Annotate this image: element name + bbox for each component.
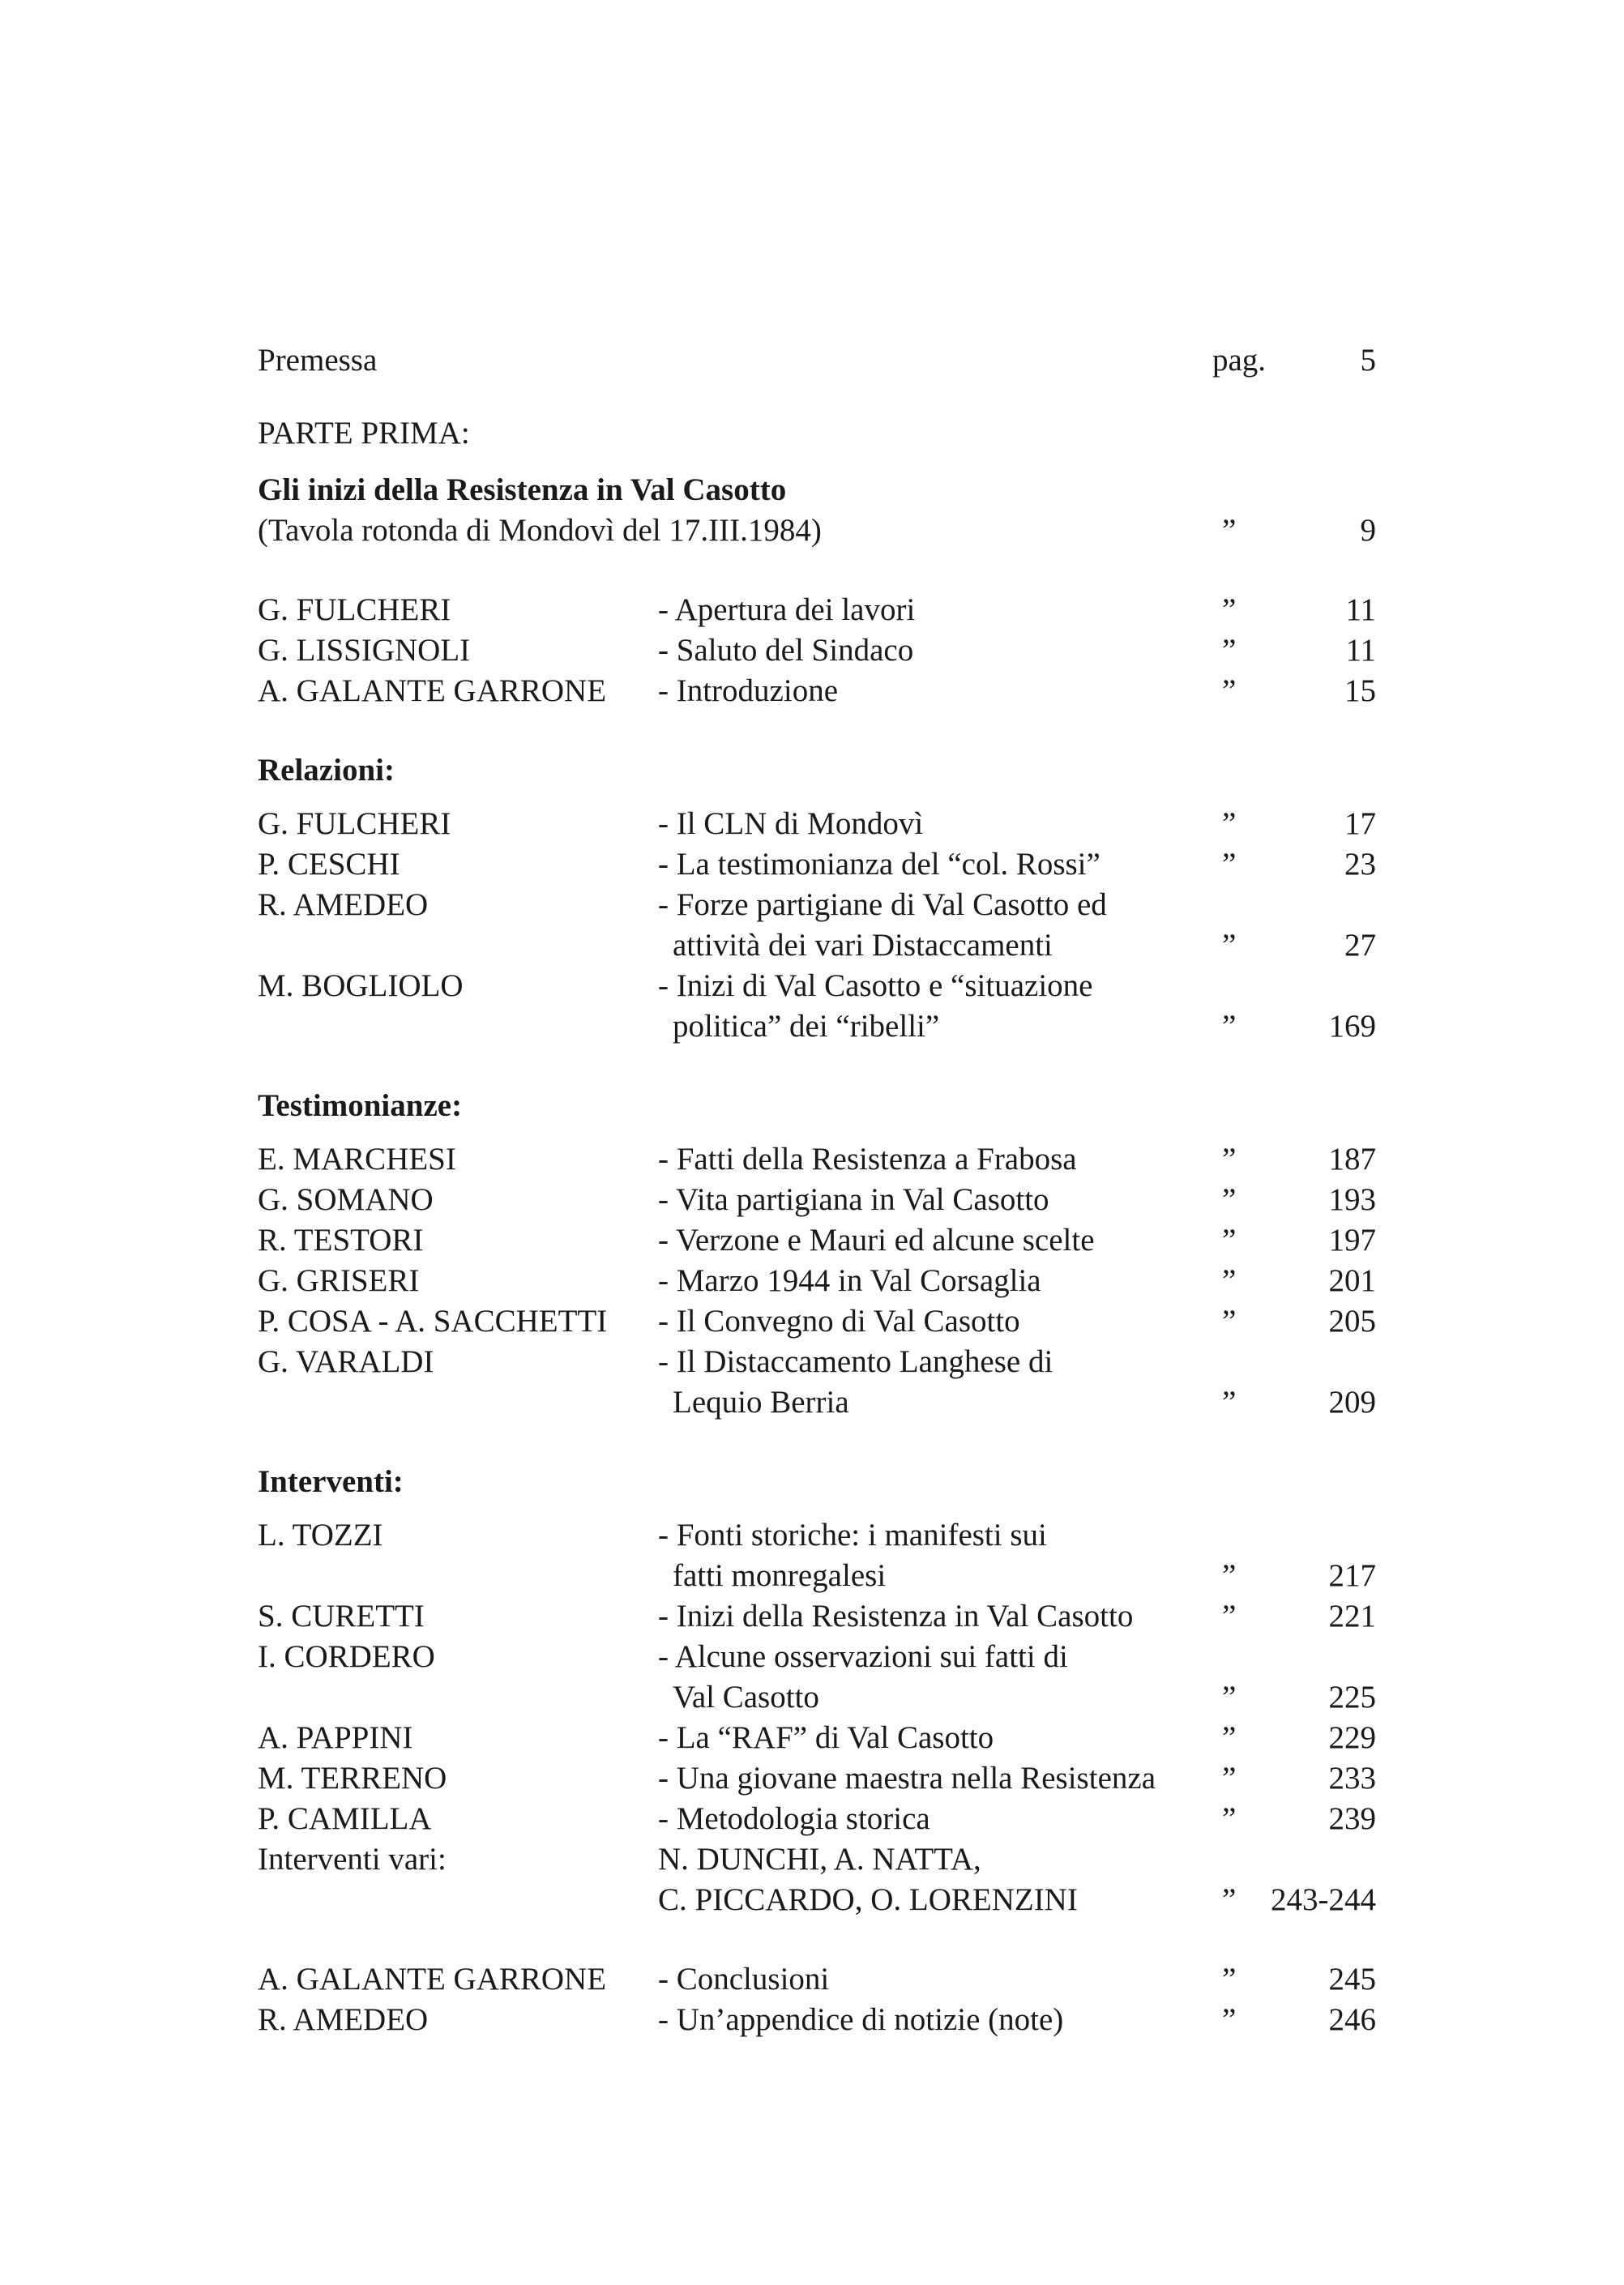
entry-page: 15 (1344, 673, 1376, 708)
parte-heading-text: PARTE PRIMA: (258, 416, 470, 451)
entry-line (258, 1301, 1376, 1342)
entry-author: L. TOZZI (258, 1518, 383, 1553)
entry-line (258, 1556, 1376, 1596)
toc-entry (258, 1637, 1376, 1718)
entry-line (258, 1718, 1376, 1758)
entry-title: - Il Distaccamento Langhese di (658, 1344, 1053, 1379)
entry-page: 11 (1345, 592, 1376, 627)
ditto-mark: ” (1222, 1962, 1237, 1997)
parte-page: 9 (1360, 513, 1376, 548)
relazioni-section (258, 804, 1376, 1047)
entry-author: G. FULCHERI (258, 806, 451, 841)
parte-heading (258, 413, 1376, 454)
entry-title: - Metodologia storica (658, 1801, 930, 1836)
ditto-mark: ” (1222, 1720, 1237, 1755)
entry-line (258, 1139, 1376, 1180)
entry-title: - Una giovane maestra nella Resistenza (658, 1761, 1156, 1796)
entry-page: 217 (1328, 1558, 1376, 1593)
ditto-mark: ” (1222, 1182, 1237, 1217)
toc-entry (258, 1301, 1376, 1342)
entry-line (258, 1839, 1376, 1880)
entry-title: N. DUNCHI, A. NATTA, (658, 1842, 981, 1877)
ditto-mark: ” (1222, 806, 1237, 841)
entry-line (258, 1596, 1376, 1637)
toc-entry (258, 630, 1376, 671)
entry-title: - Il Convegno di Val Casotto (658, 1304, 1020, 1339)
toc-entry (258, 1515, 1376, 1596)
entry-author: R. TESTORI (258, 1223, 424, 1258)
ditto-mark: ” (1222, 633, 1237, 668)
ditto-mark: ” (1222, 513, 1237, 548)
entry-title: - Conclusioni (658, 1962, 830, 1997)
table-of-contents (258, 340, 1376, 2040)
premessa-label: Premessa (258, 343, 378, 378)
entry-line (258, 1006, 1376, 1047)
parte-title-text: Gli inizi della Resistenza in Val Casotto (258, 472, 787, 507)
entry-author: P. CAMILLA (258, 1801, 432, 1836)
entry-page: 169 (1328, 1009, 1376, 1044)
testimonianze-heading (258, 1086, 1376, 1126)
entry-page: 11 (1345, 633, 1376, 668)
entry-line (258, 1180, 1376, 1220)
entry-title: Lequio Berria (673, 1385, 849, 1420)
toc-entry (258, 2000, 1376, 2040)
toc-entry (258, 1596, 1376, 1637)
toc-entry (258, 1261, 1376, 1301)
ditto-mark: ” (1222, 1680, 1237, 1715)
entry-author: R. AMEDEO (258, 887, 429, 922)
entry-line (258, 1677, 1376, 1718)
entry-author: A. GALANTE GARRONE (258, 1962, 607, 1997)
toc-entry (258, 671, 1376, 711)
entry-page: 221 (1328, 1599, 1376, 1634)
pag-label: pag. (1212, 343, 1267, 378)
entry-author: M. TERRENO (258, 1761, 447, 1796)
toc-entry (258, 1959, 1376, 2000)
entry-title: - Forze partigiane di Val Casotto ed (658, 887, 1107, 922)
entry-title: Val Casotto (673, 1680, 819, 1715)
ditto-mark: ” (1222, 1009, 1237, 1044)
entry-author: S. CURETTI (258, 1599, 425, 1634)
entry-author: Interventi vari: (258, 1842, 447, 1877)
entry-author: M. BOGLIOLO (258, 968, 464, 1003)
entry-title: politica” dei “ribelli” (673, 1009, 940, 1044)
entry-page: 229 (1328, 1720, 1376, 1755)
entry-title: - Vita partigiana in Val Casotto (658, 1182, 1049, 1217)
toc-entry (258, 590, 1376, 630)
entry-line (258, 1342, 1376, 1382)
entry-line (258, 885, 1376, 925)
entry-page: 225 (1328, 1680, 1376, 1715)
toc-entry (258, 1342, 1376, 1423)
toc-entry (258, 1220, 1376, 1261)
ditto-mark: ” (1222, 1599, 1237, 1634)
entry-page: 17 (1344, 806, 1376, 841)
entry-author: A. PAPPINI (258, 1720, 413, 1755)
entry-author: I. CORDERO (258, 1639, 435, 1674)
premessa-page: 5 (1360, 343, 1376, 378)
entry-title: - Introduzione (658, 673, 839, 708)
entry-page: 27 (1344, 928, 1376, 963)
entry-title: - Saluto del Sindaco (658, 633, 914, 668)
entry-line (258, 966, 1376, 1006)
entry-line (258, 1261, 1376, 1301)
ditto-mark: ” (1222, 1223, 1237, 1258)
ditto-mark: ” (1222, 592, 1237, 627)
entry-author: A. GALANTE GARRONE (258, 673, 607, 708)
entry-page: 23 (1344, 847, 1376, 882)
parte-subtitle-row (258, 510, 1376, 551)
entry-page: 201 (1328, 1263, 1376, 1298)
entry-page: 187 (1328, 1142, 1376, 1177)
opening-section (258, 590, 1376, 711)
interventi-heading-text: Interventi: (258, 1464, 404, 1499)
entry-title: - Marzo 1944 in Val Corsaglia (658, 1263, 1041, 1298)
ditto-mark: ” (1222, 673, 1237, 708)
toc-entry (258, 804, 1376, 844)
interventi-heading (258, 1462, 1376, 1502)
entry-title: - Fonti storiche: i manifesti sui (658, 1518, 1047, 1553)
ditto-mark: ” (1222, 1263, 1237, 1298)
entry-title: - La “RAF” di Val Casotto (658, 1720, 994, 1755)
testimonianze-section (258, 1139, 1376, 1423)
entry-line (258, 925, 1376, 966)
ditto-mark: ” (1222, 1882, 1237, 1917)
entry-page: 205 (1328, 1304, 1376, 1339)
entry-title: - La testimonianza del “col. Rossi” (658, 847, 1100, 882)
entry-title: attività dei vari Distaccamenti (673, 928, 1053, 963)
entry-title: - Inizi della Resistenza in Val Casotto (658, 1599, 1134, 1634)
entry-page: 233 (1328, 1761, 1376, 1796)
ditto-mark: ” (1222, 1304, 1237, 1339)
ditto-mark: ” (1222, 1385, 1237, 1420)
entry-line (258, 1758, 1376, 1799)
entry-title: fatti monregalesi (673, 1558, 887, 1593)
ditto-mark: ” (1222, 847, 1237, 882)
entry-page: 245 (1328, 1962, 1376, 1997)
entry-page: 239 (1328, 1801, 1376, 1836)
entry-page: 243-244 (1271, 1882, 1376, 1917)
entry-line (258, 1382, 1376, 1423)
toc-entry (258, 1758, 1376, 1799)
toc-entry (258, 844, 1376, 885)
entry-title: - Apertura dei lavori (658, 592, 916, 627)
entry-line (258, 1799, 1376, 1839)
entry-line (258, 1515, 1376, 1556)
entry-line (258, 1220, 1376, 1261)
entry-page: 209 (1328, 1385, 1376, 1420)
entry-title: - Il CLN di Mondovì (658, 806, 924, 841)
interventi-section (258, 1515, 1376, 1920)
entry-line (258, 804, 1376, 844)
ditto-mark: ” (1222, 1142, 1237, 1177)
ditto-mark: ” (1222, 1761, 1237, 1796)
entry-page: 246 (1328, 2002, 1376, 2037)
toc-entry (258, 1139, 1376, 1180)
entry-author: G. GRISERI (258, 1263, 420, 1298)
testimonianze-heading-text: Testimonianze: (258, 1088, 463, 1123)
toc-entry (258, 1799, 1376, 1839)
entry-line (258, 844, 1376, 885)
entry-title: - Fatti della Resistenza a Frabosa (658, 1142, 1077, 1177)
closing-section (258, 1959, 1376, 2040)
entry-author: G. VARALDI (258, 1344, 434, 1379)
relazioni-heading-text: Relazioni: (258, 753, 395, 788)
toc-entry (258, 1180, 1376, 1220)
entry-line (258, 1880, 1376, 1920)
entry-title: - Alcune osservazioni sui fatti di (658, 1639, 1068, 1674)
ditto-mark: ” (1222, 1801, 1237, 1836)
toc-entry (258, 1718, 1376, 1758)
entry-author: G. SOMANO (258, 1182, 434, 1217)
entry-title: - Inizi di Val Casotto e “situazione (658, 968, 1093, 1003)
entry-author: G. LISSIGNOLI (258, 633, 471, 668)
entry-author: G. FULCHERI (258, 592, 451, 627)
premessa-row (258, 340, 1376, 381)
entry-page: 193 (1328, 1182, 1376, 1217)
ditto-mark: ” (1222, 1558, 1237, 1593)
relazioni-heading (258, 750, 1376, 791)
toc-entry (258, 1839, 1376, 1920)
toc-entry (258, 885, 1376, 966)
ditto-mark: ” (1222, 928, 1237, 963)
parte-title (258, 470, 1376, 510)
entry-title: C. PICCARDO, O. LORENZINI (658, 1882, 1078, 1917)
entry-author: P. COSA - A. SACCHETTI (258, 1304, 608, 1339)
entry-title: - Un’appendice di notizie (note) (658, 2002, 1064, 2037)
entry-author: R. AMEDEO (258, 2002, 429, 2037)
entry-title: - Verzone e Mauri ed alcune scelte (658, 1223, 1095, 1258)
entry-page: 197 (1328, 1223, 1376, 1258)
entry-author: E. MARCHESI (258, 1142, 456, 1177)
parte-subtitle-text: (Tavola rotonda di Mondovì del 17.III.1984) (258, 513, 822, 548)
ditto-mark: ” (1222, 2002, 1237, 2037)
entry-author: P. CESCHI (258, 847, 400, 882)
entry-line (258, 1637, 1376, 1677)
toc-entry (258, 966, 1376, 1047)
